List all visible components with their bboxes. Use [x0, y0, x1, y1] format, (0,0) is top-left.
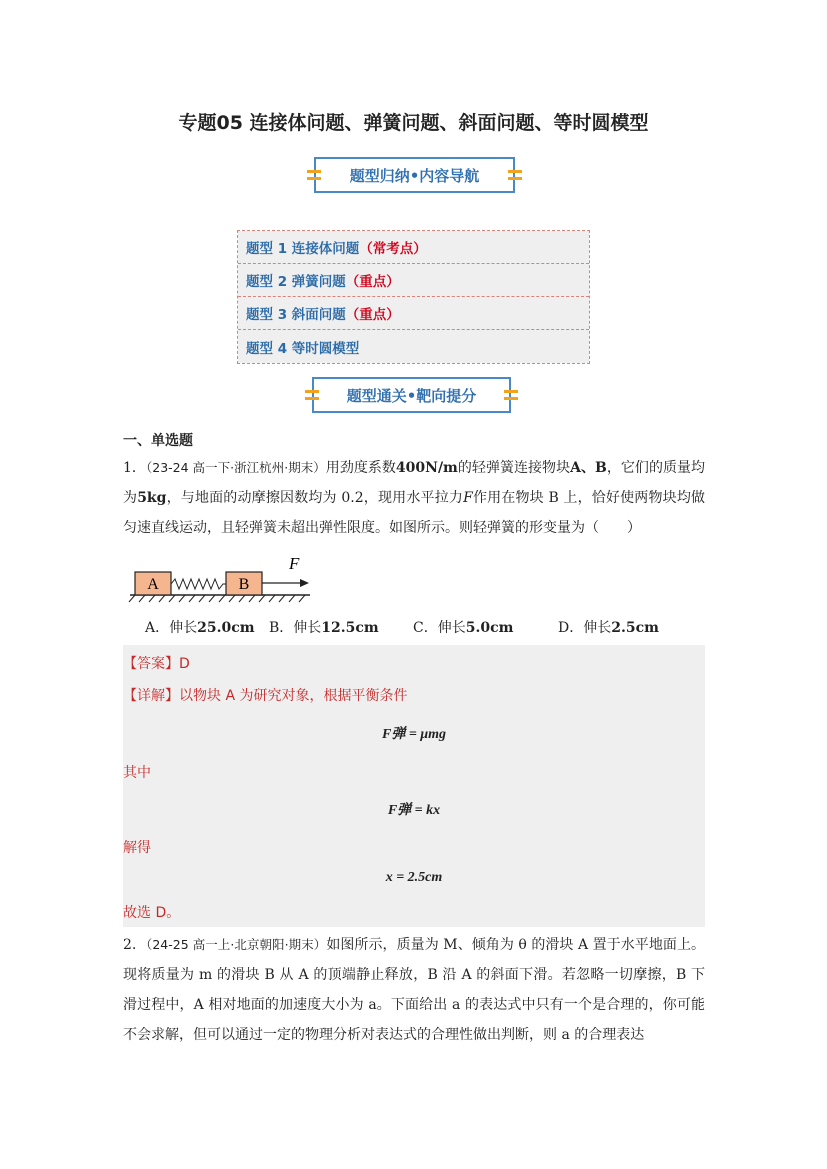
question-text: ，与地面的动摩擦因数均为 0.2，现用水平拉力	[166, 490, 464, 506]
page-title: 专题05 连接体问题、弹簧问题、斜面问题、等时圆模型	[178, 112, 649, 134]
toc-item-tag: （重点）	[345, 307, 400, 323]
option-c[interactable]	[413, 617, 558, 637]
option-b[interactable]	[269, 617, 413, 637]
banner-deco-right	[504, 385, 518, 405]
toc-item-label: 题型 1 连接体问题	[246, 241, 360, 257]
toc-item-tag: （常考点）	[359, 241, 427, 257]
block-mass: 5kg	[137, 490, 167, 506]
answer-label: 【答案】	[123, 656, 179, 672]
toc-list	[237, 230, 590, 364]
spring	[171, 579, 226, 589]
formula-2: F弹 = kx	[387, 803, 441, 818]
toc-item-label: 题型 2 弹簧问题	[246, 274, 346, 290]
section-heading: 一、单选题	[123, 433, 193, 449]
toc-item[interactable]	[238, 297, 589, 330]
option-text: 伸长	[293, 620, 322, 636]
option-value: 5.0cm	[465, 620, 514, 636]
option-letter: A．	[145, 620, 170, 636]
spring-constant: 400N/m	[395, 460, 458, 476]
option-text: 伸长	[169, 620, 198, 636]
toc-item-label: 题型 3 斜面问题	[246, 307, 346, 323]
question-1	[123, 453, 705, 543]
block-a-label: A	[147, 576, 159, 593]
banner-nav	[314, 157, 515, 193]
question-text: 作用在物块 B 上，恰好使两物块均做匀速直线运动，且轻弹簧未超出弹性限度。如图所示。则轻弹簧的形变量为（ ）	[123, 490, 705, 536]
force-symbol: F	[463, 490, 473, 506]
question-number: 1．	[123, 460, 146, 476]
banner-deco-right	[508, 165, 522, 185]
option-text: 伸长	[437, 620, 466, 636]
toc-item-tag: （重点）	[345, 274, 400, 290]
block-b-label: B	[238, 576, 250, 593]
force-label: F	[289, 554, 300, 573]
ground-hatching	[129, 595, 305, 602]
question-2	[123, 930, 705, 1050]
option-d[interactable]	[558, 617, 678, 637]
banner-deco-left	[305, 385, 319, 405]
option-text: 伸长	[583, 620, 612, 636]
question-1-options	[145, 617, 705, 637]
detail-text: 以物块 A 为研究对象，根据平衡条件	[179, 688, 408, 704]
question-number: 2．	[123, 937, 147, 953]
banner-deco-left	[307, 165, 321, 185]
text-jiede: 解得	[123, 840, 151, 856]
question-text: ，它们的质量均为	[123, 460, 706, 506]
formula-3: x = 2.5cm	[385, 870, 443, 885]
option-value: 25.0cm	[197, 620, 255, 636]
option-letter: D．	[558, 620, 584, 636]
question-source: （23-24 高一下·浙江杭州·期末）	[145, 460, 326, 475]
detail-label: 【详解】	[123, 688, 179, 704]
text-qizhong: 其中	[123, 765, 151, 781]
toc-item[interactable]	[238, 330, 589, 363]
question-text: 如图所示，质量为 M、倾角为 θ 的滑块 A 置于水平地面上。现将质量为 m 的滑块 B 从 A 的顶端静止释放，B 沿 A 的斜面下滑。若忽略一切摩擦，B 下滑过程中，A 相对地面的加速度大小为 a。下面给出 a 的表达式中只有一个是合理的，你可能不会求解，但可以通过一定的物理分析对表达式的合理性做出判断，则 a 的合理表达	[123, 937, 705, 1043]
banner-practice-text: 题型通关•靶向提分	[346, 386, 477, 405]
banner-practice	[312, 377, 511, 413]
spring-blocks-figure	[125, 553, 315, 605]
option-letter: B．	[269, 620, 294, 636]
formula-1: F弹 = μmg	[382, 727, 446, 742]
toc-item[interactable]	[238, 231, 589, 264]
option-value: 12.5cm	[321, 620, 379, 636]
toc-item-label: 题型 4 等时圆模型	[246, 340, 360, 357]
option-letter: C．	[413, 620, 438, 636]
detail-line	[123, 685, 407, 705]
question-source: （24-25 高一上·北京朝阳·期末）	[146, 937, 327, 952]
answer-line	[123, 653, 190, 673]
option-value: 2.5cm	[611, 620, 659, 636]
question-text: 的轻弹簧连接物块	[457, 460, 571, 476]
block-names: A、B	[570, 460, 607, 476]
toc-item[interactable]	[238, 264, 589, 297]
banner-nav-text: 题型归纳•内容导航	[349, 166, 480, 185]
text-conclusion: 故选 D。	[123, 905, 181, 921]
answer-value: D	[179, 656, 190, 672]
force-arrowhead	[300, 579, 309, 587]
question-text: 用劲度系数	[325, 460, 396, 476]
option-a[interactable]	[145, 617, 269, 637]
